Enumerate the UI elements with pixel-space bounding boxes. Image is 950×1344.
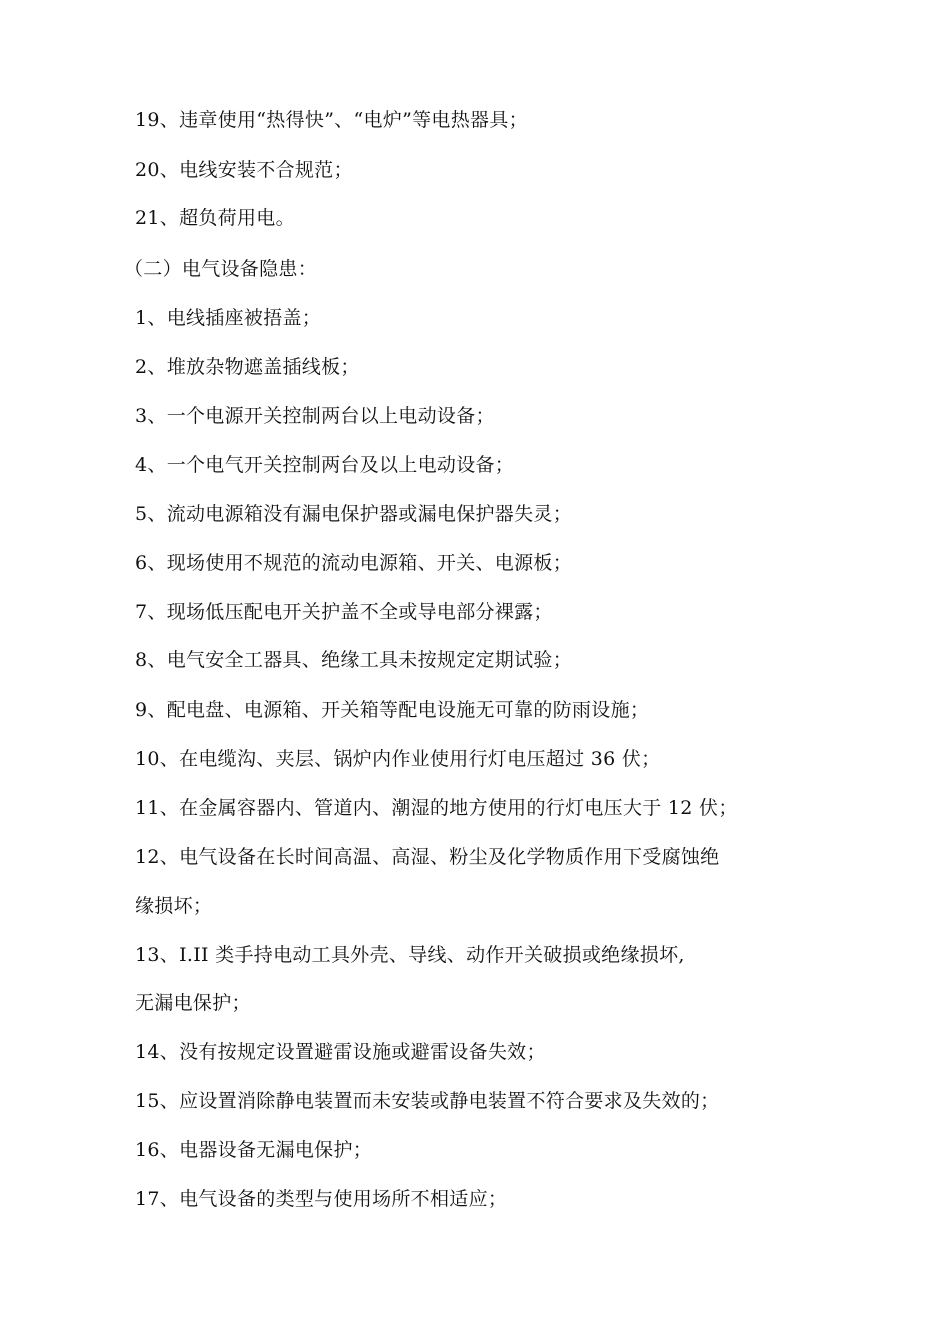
list-item-10: 10、在电缆沟、夹层、锅炉内作业使用行灯电压超过 36 伏； <box>135 748 661 770</box>
list-item-13-continuation: 无漏电保护； <box>135 992 251 1014</box>
list-item-19: 19、违章使用“热得快”、“电炉”等电热器具； <box>135 109 528 131</box>
list-item-12: 12、电气设备在长时间高温、高湿、粉尘及化学物质作用下受腐蚀绝 <box>135 846 720 868</box>
list-item-1: 1、电线插座被捂盖； <box>135 307 322 329</box>
list-item-17: 17、电气设备的类型与使用场所不相适应； <box>135 1188 508 1210</box>
list-item-12-continuation: 缘损坏； <box>135 895 213 917</box>
list-item-20: 20、电线安装不合规范； <box>135 159 353 181</box>
list-item-13: 13、I.II 类手持电动工具外壳、导线、动作开关破损或绝缘损坏, <box>135 944 685 966</box>
list-item-15: 15、应设置消除静电装置而未安装或静电装置不符合要求及失效的； <box>135 1090 720 1112</box>
list-item-6: 6、现场使用不规范的流动电源箱、开关、电源板； <box>135 552 572 574</box>
list-item-3: 3、一个电源开关控制两台以上电动设备； <box>135 405 495 427</box>
list-item-11: 11、在金属容器内、管道内、潮湿的地方使用的行灯电压大于 12 伏； <box>135 797 738 819</box>
list-item-9: 9、配电盘、电源箱、开关箱等配电设施无可靠的防雨设施； <box>135 699 650 721</box>
list-item-7: 7、现场低压配电开关护盖不全或导电部分裸露； <box>135 601 553 623</box>
list-item-16: 16、电器设备无漏电保护； <box>135 1139 373 1161</box>
list-item-14: 14、没有按规定设置避雷设施或避雷设备失效； <box>135 1041 546 1063</box>
list-item-8: 8、电气安全工器具、绝缘工具未按规定定期试验； <box>135 649 572 671</box>
list-item-5: 5、流动电源箱没有漏电保护器或漏电保护器失灵； <box>135 503 572 525</box>
section-heading: （二）电气设备隐患： <box>124 258 318 280</box>
list-item-4: 4、一个电气开关控制两台及以上电动设备； <box>135 454 515 476</box>
list-item-21: 21、超负荷用电。 <box>135 207 295 229</box>
list-item-2: 2、堆放杂物遮盖插线板； <box>135 356 360 378</box>
